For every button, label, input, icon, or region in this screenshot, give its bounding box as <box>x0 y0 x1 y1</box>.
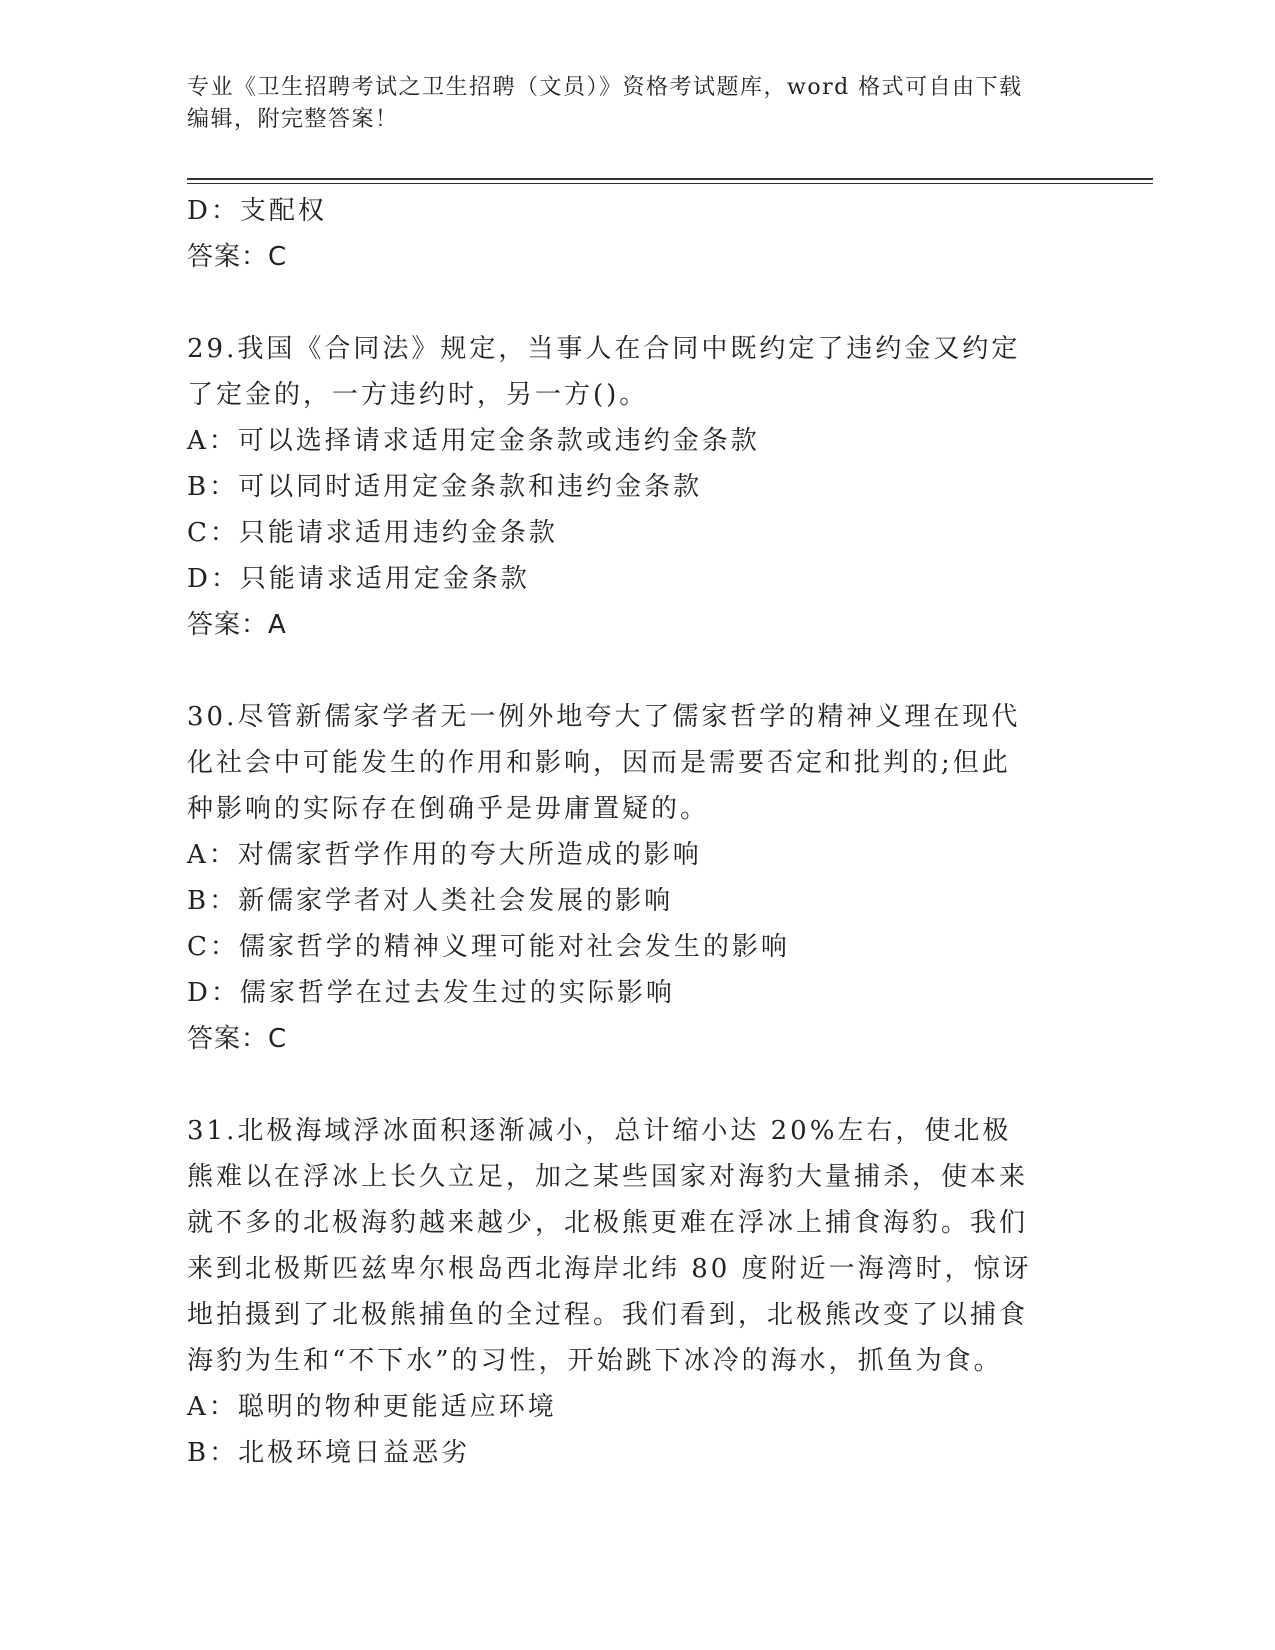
prev-option-d: D：支配权 <box>187 196 327 226</box>
option-a: A：可以选择请求适用定金条款或违约金条款 <box>187 426 760 456</box>
answer: 答案：C <box>187 1024 288 1054</box>
option-a: A：对儒家哲学作用的夸大所造成的影响 <box>187 840 702 870</box>
option-d: D：儒家哲学在过去发生过的实际影响 <box>187 978 675 1008</box>
question-31 <box>187 1108 1087 1476</box>
question-30 <box>187 694 1087 1062</box>
header-line-2: 编辑，附完整答案！ <box>187 107 399 132</box>
spacer <box>187 648 1087 694</box>
prev-answer: 答案：C <box>187 242 288 272</box>
header-rule-thin <box>187 183 1153 184</box>
spacer <box>187 280 1087 326</box>
option-b: B：新儒家学者对人类社会发展的影响 <box>187 886 674 916</box>
spacer <box>187 1062 1087 1108</box>
option-a: A：聪明的物种更能适应环境 <box>187 1392 557 1422</box>
question-stem: 30.尽管新儒家学者无一例外地夸大了儒家哲学的精神义理在现代化社会中可能发生的作用和影响，因而是需要否定和批判的;但此种影响的实际存在倒确乎是毋庸置疑的。 <box>187 702 1021 824</box>
header-rule <box>187 178 1153 180</box>
question-stem: 31.北极海域浮冰面积逐渐减小，总计缩小达 20%左右，使北极熊难以在浮冰上长久立足，加之某些国家对海豹大量捕杀，使本来就不多的北极海豹越来越少，北极熊更难在浮冰上捕食海豹。我们来到北极斯匹兹卑尔根岛西北海岸北纬 80 度附近一海湾时，惊讶地拍摄到了北极熊捕鱼的全过程。我们看到，北极熊改变了以捕食海豹为生和“不下水”的习性，开始跳下冰冷的海水，抓鱼为食。 <box>187 1116 1032 1376</box>
option-c: C：儒家哲学的精神义理可能对社会发生的影响 <box>187 932 790 962</box>
question-stem: 29.我国《合同法》规定，当事人在合同中既约定了违约金又约定了定金的，一方违约时，另一方()。 <box>187 334 1021 410</box>
answer: 答案：A <box>187 610 287 640</box>
option-b: B：可以同时适用定金条款和违约金条款 <box>187 472 703 502</box>
option-b: B：北极环境日益恶劣 <box>187 1438 471 1468</box>
option-c: C：只能请求适用违约金条款 <box>187 518 558 548</box>
option-d: D：只能请求适用定金条款 <box>187 564 530 594</box>
question-29 <box>187 326 1087 648</box>
page-header <box>187 72 1087 136</box>
question-content <box>187 188 1087 1476</box>
header-line-1: 专业《卫生招聘考试之卫生招聘（文员）》资格考试题库，word 格式可自由下载 <box>187 75 1023 100</box>
